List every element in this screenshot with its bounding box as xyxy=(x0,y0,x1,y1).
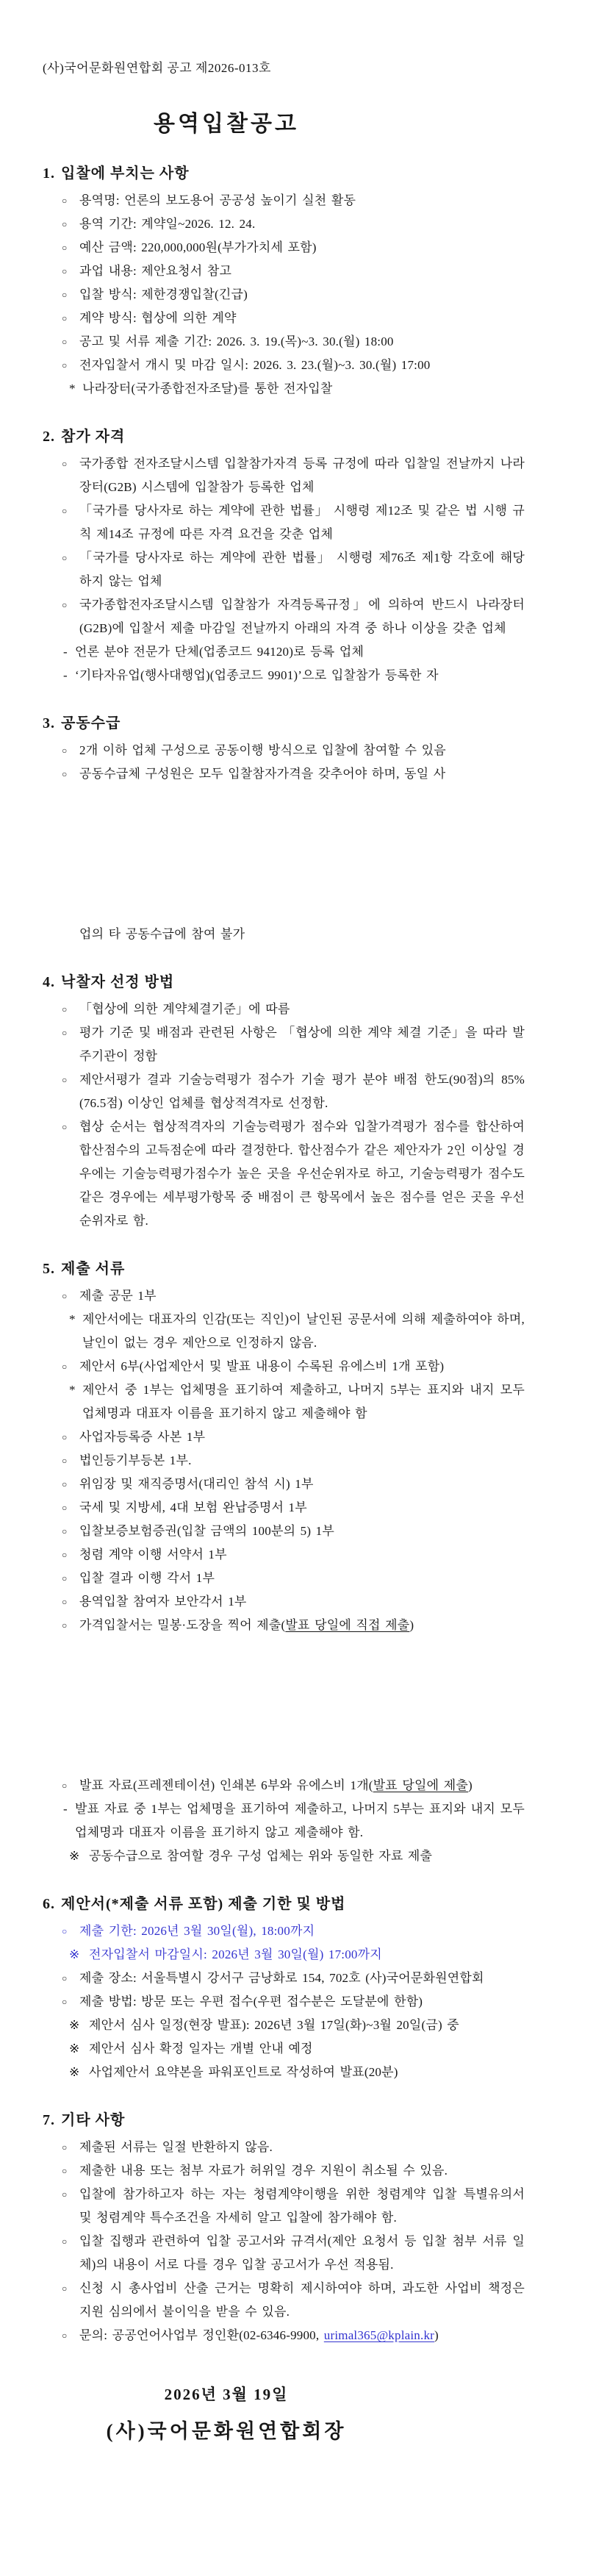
list-item xyxy=(62,2183,525,2230)
section-heading xyxy=(43,970,525,995)
list-item-text: 사업제안서 요약본을 파워포인트로 작성하여 발표(20분) xyxy=(89,2065,398,2079)
circle-bullet-icon: ○ xyxy=(62,1526,68,1536)
list-item xyxy=(62,998,525,1021)
list-item-text: 제안서 심사 일정(현장 발표): 2026년 3월 17일(화)~3월 20일(금) 중 xyxy=(89,2018,459,2032)
section-items xyxy=(43,189,525,401)
section-number: 5. xyxy=(43,1261,55,1277)
list-item xyxy=(69,1308,525,1355)
list-item-text: 「국가를 당사자로 하는 계약에 관한 법률」 시행령 제76조 제1항 각호에 해당하지 않는 업체 xyxy=(79,551,525,588)
list-item-text: 공동수급으로 참여할 경우 구성 업체는 위와 동일한 자료 제출 xyxy=(89,1849,433,1863)
list-item-text: 문의: 공공언어사업부 정인환(02-6346-9900, urimal365@kplain.kr) xyxy=(79,2328,439,2342)
list-item-text: 제안서 6부(사업제안서 및 발표 내용이 수록된 유에스비 1개 포함) xyxy=(79,1359,445,1373)
section-items xyxy=(43,1920,525,2084)
circle-bullet-icon: ○ xyxy=(62,1291,68,1301)
list-item xyxy=(62,283,525,307)
reference-mark-icon: ※ xyxy=(69,1947,80,1961)
section-3 xyxy=(43,711,525,946)
circle-bullet-icon: ○ xyxy=(62,243,68,253)
section-label: 제출 서류 xyxy=(61,1261,126,1277)
circle-bullet-icon: ○ xyxy=(62,1781,68,1791)
underlined-text: 발표 당일에 제출 xyxy=(373,1778,468,1792)
section-7 xyxy=(43,2108,525,2347)
list-item xyxy=(69,1845,525,1868)
section-items xyxy=(43,998,525,1233)
circle-bullet-icon: ○ xyxy=(62,1503,68,1513)
list-item-text: 제안서 중 1부는 업체명을 표기하여 제출하고, 나머지 5부는 표지와 내지 모두 업체명과 대표자 이름을 표기하지 않고 제출해야 함 xyxy=(82,1383,525,1420)
list-item xyxy=(62,1614,525,1637)
section-number: 3. xyxy=(43,715,55,731)
list-item xyxy=(62,354,525,377)
list-item xyxy=(62,762,525,786)
circle-bullet-icon: ○ xyxy=(62,2236,68,2247)
list-item xyxy=(62,2136,525,2159)
asterisk-marker-icon: * xyxy=(69,1383,76,1397)
circle-bullet-icon: ○ xyxy=(62,337,68,347)
list-item-text: 과업 내용: 제안요청서 참고 xyxy=(79,264,232,278)
circle-bullet-icon: ○ xyxy=(62,1028,68,1038)
list-item-text: 언론 분야 전문가 단체(업종코드 94120)로 등록 업체 xyxy=(75,645,364,659)
list-item-text: 국가종합전자조달시스템 입찰참가 자격등록규정」에 의하여 반드시 나라장터(G2B)에 입찰서 제출 마감일 전날까지 아래의 자격 중 하나 이상을 갖춘 업체 xyxy=(79,598,525,635)
notice-number: (사)국어문화원연합회 공고 제2026-013호 xyxy=(43,61,271,75)
circle-bullet-icon: ○ xyxy=(62,1075,68,1085)
section-items xyxy=(43,2136,525,2347)
list-item xyxy=(69,377,525,401)
list-item xyxy=(62,739,525,762)
list-item-text: 신청 시 총사업비 산출 근거는 명확히 제시하여야 하며, 과도한 사업비 책정은 지원 심의에서 불이익을 받을 수 있음. xyxy=(79,2281,525,2319)
reference-mark-icon: ※ xyxy=(69,1849,80,1863)
list-item-text: 용역입찰 참여자 보안각서 1부 xyxy=(79,1595,247,1609)
list-item-text: 계약 방식: 협상에 의한 계약 xyxy=(79,311,237,325)
list-item-text: 공고 및 서류 제출 기간: 2026. 3. 19.(목)~3. 30.(월) 18:00 xyxy=(79,334,394,348)
section-4 xyxy=(43,970,525,1233)
circle-bullet-icon: ○ xyxy=(62,506,68,516)
list-item-text: 입찰 집행과 관련하여 입찰 공고서와 규격서(제안 요청서 등 입찰 첨부 서류 일체)의 내용이 서로 다를 경우 입찰 공고서가 우선 적용됨. xyxy=(79,2234,525,2272)
list-item-text: 국가종합 전자조달시스템 입찰참가자격 등록 규정에 따라 입찰일 전날까지 나라장터(G2B) 시스템에 입찰참가 등록한 업체 xyxy=(79,457,525,494)
list-item-text: 발표 자료(프레젠테이션) 인쇄본 6부와 유에스비 1개(발표 당일에 제출) xyxy=(79,1778,473,1792)
circle-bullet-icon: ○ xyxy=(62,219,68,229)
list-item xyxy=(69,2014,525,2037)
list-item xyxy=(62,1355,525,1378)
circle-bullet-icon: ○ xyxy=(62,1432,68,1442)
list-item-text: 제출한 내용 또는 첨부 자료가 허위일 경우 지원이 취소될 수 있음. xyxy=(79,2164,448,2178)
list-item-text: 「협상에 의한 계약체결기준」에 따름 xyxy=(79,1002,290,1016)
reference-mark-icon: ※ xyxy=(69,2042,80,2056)
circle-bullet-icon: ○ xyxy=(62,2330,68,2341)
section-number: 4. xyxy=(43,974,55,990)
section-heading xyxy=(43,2108,525,2133)
list-item-text: 제안서 심사 확정 일자는 개별 안내 예정 xyxy=(89,2042,313,2056)
list-item xyxy=(62,212,525,236)
list-item-text: 국세 및 지방세, 4대 보험 완납증명서 1부 xyxy=(79,1500,307,1514)
list-item-text: 나라장터(국가종합전자조달)를 통한 전자입찰 xyxy=(82,382,333,396)
section-heading xyxy=(43,1256,525,1281)
circle-bullet-icon: ○ xyxy=(62,1997,68,2007)
circle-bullet-icon: ○ xyxy=(62,1973,68,1983)
circle-bullet-icon: ○ xyxy=(62,745,68,756)
list-item xyxy=(62,1520,525,1543)
circle-bullet-icon: ○ xyxy=(62,2283,68,2294)
reference-mark-icon: ※ xyxy=(69,2018,80,2032)
list-item-text: 용역명: 언론의 보도용어 공공성 높이기 실천 활동 xyxy=(79,193,356,207)
circle-bullet-icon: ○ xyxy=(62,769,68,779)
list-item-text: 입찰 결과 이행 각서 1부 xyxy=(79,1571,215,1585)
dash-marker-icon: - xyxy=(63,1802,68,1816)
list-item xyxy=(62,2324,525,2347)
list-item xyxy=(62,546,525,593)
list-item-text: 입찰보증보험증권(입찰 금액의 100분의 5) 1부 xyxy=(79,1524,334,1538)
page-title: 용역입찰공고 xyxy=(154,112,299,136)
section-6 xyxy=(43,1892,525,2084)
section-items xyxy=(43,1284,525,1868)
list-item xyxy=(62,499,525,546)
dash-marker-icon: - xyxy=(63,645,68,659)
list-item xyxy=(62,593,525,640)
list-item-text: 제출 방법: 방문 또는 우편 접수(우편 접수분은 도달분에 한함) xyxy=(79,1994,423,2008)
circle-bullet-icon: ○ xyxy=(62,196,68,206)
announcement-date: 2026년 3월 19일 xyxy=(164,2386,289,2403)
list-item xyxy=(63,664,525,687)
circle-bullet-icon: ○ xyxy=(62,1620,68,1631)
list-item xyxy=(62,1115,525,1233)
list-item xyxy=(62,1496,525,1520)
section-items xyxy=(43,452,525,687)
section-items xyxy=(43,739,525,946)
section-heading xyxy=(43,1892,525,1917)
circle-bullet-icon: ○ xyxy=(62,1004,68,1015)
list-item-text: 「국가를 당사자로 하는 계약에 관한 법률」 시행령 제12조 및 같은 법 시행 규칙 제14조 규정에 따른 자격 요건을 갖춘 업체 xyxy=(79,504,525,541)
list-item-text: 업의 타 공동수급에 참여 불가 xyxy=(79,927,245,941)
list-item xyxy=(62,1920,525,1943)
circle-bullet-icon: ○ xyxy=(62,553,68,563)
list-item xyxy=(62,1590,525,1614)
circle-bullet-icon: ○ xyxy=(62,1456,68,1466)
list-item xyxy=(62,2277,525,2324)
list-item-text: 2개 이하 업체 구성으로 공동이행 방식으로 입찰에 참여할 수 있음 xyxy=(79,743,446,757)
list-item-text: 제안서에는 대표자의 인감(또는 직인)이 날인된 공문서에 의해 제출하여야 하며, 날인이 없는 경우 제안으로 인정하지 않음. xyxy=(82,1312,525,1350)
circle-bullet-icon: ○ xyxy=(62,1362,68,1372)
list-item-text: 입찰 방식: 제한경쟁입찰(긴급) xyxy=(79,287,248,301)
list-item-text: 제출된 서류는 일절 반환하지 않음. xyxy=(79,2140,273,2154)
asterisk-marker-icon: * xyxy=(69,382,76,396)
list-item xyxy=(62,2230,525,2277)
circle-bullet-icon: ○ xyxy=(62,459,68,469)
circle-bullet-icon: ○ xyxy=(62,2142,68,2153)
reference-mark-icon: ※ xyxy=(69,2065,80,2079)
list-item xyxy=(79,923,525,946)
circle-bullet-icon: ○ xyxy=(62,2189,68,2200)
list-item xyxy=(62,236,525,260)
list-item xyxy=(62,260,525,283)
list-item-text: ‘기타자유업(행사대행업)(업종코드 9901)’으로 입찰참가 등록한 자 xyxy=(75,668,439,682)
sections-container xyxy=(43,161,525,2347)
list-item xyxy=(63,640,525,664)
list-item xyxy=(62,2159,525,2183)
list-item xyxy=(62,1425,525,1449)
list-item-text: 전자입찰서 개시 및 마감 일시: 2026. 3. 23.(월)~3. 30.(월) 17:00 xyxy=(79,358,431,372)
list-item xyxy=(62,1473,525,1496)
section-label: 참가 자격 xyxy=(61,429,126,445)
section-number: 6. xyxy=(43,1896,55,1912)
list-item xyxy=(62,452,525,499)
list-item xyxy=(69,2037,525,2061)
list-item-text: 법인등기부등본 1부. xyxy=(79,1453,192,1467)
circle-bullet-icon: ○ xyxy=(62,313,68,323)
list-item xyxy=(69,2061,525,2084)
list-item xyxy=(62,1774,525,1797)
list-item-text: 협상 순서는 협상적격자의 기술능력평가 점수와 입찰가격평가 점수를 합산하여 합산점수의 고득점순에 따라 결정한다. 합산점수가 같은 제안자가 2인 이상일 경우에는 기술능력평가점수가 높은 곳을 우선순위자로 하고, 기술능력평가 점수도 같은 경우에는 세부평가항목 중 배점이 큰 항목에서 높은 점수를 얻은 곳을 우선 순위자로 함. xyxy=(79,1120,525,1228)
circle-bullet-icon: ○ xyxy=(62,266,68,276)
section-heading xyxy=(43,161,525,186)
list-item-text: 공동수급체 구성원은 모두 입찰참자가격을 갖추어야 하며, 동일 사 xyxy=(79,767,446,781)
section-heading xyxy=(43,424,525,449)
section-label: 낙찰자 선정 방법 xyxy=(61,974,175,990)
circle-bullet-icon: ○ xyxy=(62,1479,68,1489)
circle-bullet-icon: ○ xyxy=(62,1573,68,1584)
list-item xyxy=(62,1567,525,1590)
section-2 xyxy=(43,424,525,687)
title-column xyxy=(43,105,410,137)
list-item xyxy=(62,1990,525,2014)
list-item xyxy=(62,1967,525,1990)
list-item xyxy=(62,189,525,212)
asterisk-marker-icon: * xyxy=(69,1312,76,1326)
circle-bullet-icon: ○ xyxy=(62,1550,68,1560)
circle-bullet-icon: ○ xyxy=(62,1122,68,1132)
section-label: 입찰에 부치는 사항 xyxy=(61,165,190,182)
list-item-text: 사업자등록증 사본 1부 xyxy=(79,1430,206,1444)
list-item-text: 제출 기한: 2026년 3월 30일(월), 18:00까지 xyxy=(79,1924,315,1938)
list-item-text: 용역 기간: 계약일~2026. 12. 24. xyxy=(79,217,256,231)
list-item xyxy=(69,1378,525,1425)
list-item xyxy=(62,1543,525,1567)
list-item-text: 제출 장소: 서울특별시 강서구 금낭화로 154, 702호 (사)국어문화원연합회 xyxy=(79,1971,484,1985)
list-item xyxy=(69,1943,525,1967)
list-item xyxy=(62,330,525,354)
list-item-text: 예산 금액: 220,000,000원(부가가치세 포함) xyxy=(79,240,317,254)
circle-bullet-icon: ○ xyxy=(62,1597,68,1607)
section-heading xyxy=(43,711,525,736)
section-5 xyxy=(43,1256,525,1868)
list-item-text: 제안서평가 결과 기술능력평가 점수가 기술 평가 분야 배점 한도(90점)의 85%(76.5점) 이상인 업체를 협상적격자로 선정함. xyxy=(79,1073,525,1110)
list-item-text: 청렴 계약 이행 서약서 1부 xyxy=(79,1548,227,1561)
list-item xyxy=(62,1021,525,1068)
section-number: 1. xyxy=(43,165,55,182)
email-link[interactable]: urimal365@kplain.kr xyxy=(323,2328,435,2342)
section-1 xyxy=(43,161,525,401)
list-item xyxy=(62,1449,525,1473)
list-item-text: 가격입찰서는 밀봉·도장을 찍어 제출(발표 당일에 직접 제출) xyxy=(79,1618,414,1632)
circle-bullet-icon: ○ xyxy=(62,600,68,610)
circle-bullet-icon: ○ xyxy=(62,290,68,300)
list-item-text: 위임장 및 재직증명서(대리인 참석 시) 1부 xyxy=(79,1477,314,1491)
circle-bullet-icon: ○ xyxy=(62,1926,68,1936)
section-number: 2. xyxy=(43,429,55,445)
circle-bullet-icon: ○ xyxy=(62,360,68,371)
circle-bullet-icon: ○ xyxy=(62,2166,68,2176)
underlined-text: 발표 당일에 직접 제출 xyxy=(285,1618,410,1632)
footer-column xyxy=(43,2383,410,2444)
section-label: 공동수급 xyxy=(61,715,121,731)
section-label: 제안서(*제출 서류 포함) 제출 기한 및 방법 xyxy=(61,1896,346,1912)
section-label: 기타 사항 xyxy=(61,2112,126,2128)
section-number: 7. xyxy=(43,2112,55,2128)
list-item xyxy=(62,1068,525,1115)
list-item xyxy=(62,1284,525,1308)
list-item-text: 제출 공문 1부 xyxy=(79,1289,157,1303)
list-item-text: 입찰에 참가하고자 하는 자는 청렴계약이행을 위한 청렴계약 입찰 특별유의서 및 청렴계약 특수조건을 자세히 알고 입찰에 참가해야 함. xyxy=(79,2187,525,2225)
list-item-text: 평가 기준 및 배점과 관련된 사항은 「협상에 의한 계약 체결 기준」을 따라 발주기관이 정함 xyxy=(79,1026,525,1063)
list-item xyxy=(62,307,525,330)
issuer-signature: (사)국어문화원연합회장 xyxy=(106,2420,347,2442)
list-item xyxy=(63,1797,525,1845)
list-item-text: 전자입찰서 마감일시: 2026년 3월 30일(월) 17:00까지 xyxy=(89,1947,382,1961)
dash-marker-icon: - xyxy=(63,668,68,682)
list-item-text: 발표 자료 중 1부는 업체명을 표기하여 제출하고, 나머지 5부는 표지와 내지 모두 업체명과 대표자 이름을 표기하지 않고 제출해야 함. xyxy=(75,1802,525,1839)
